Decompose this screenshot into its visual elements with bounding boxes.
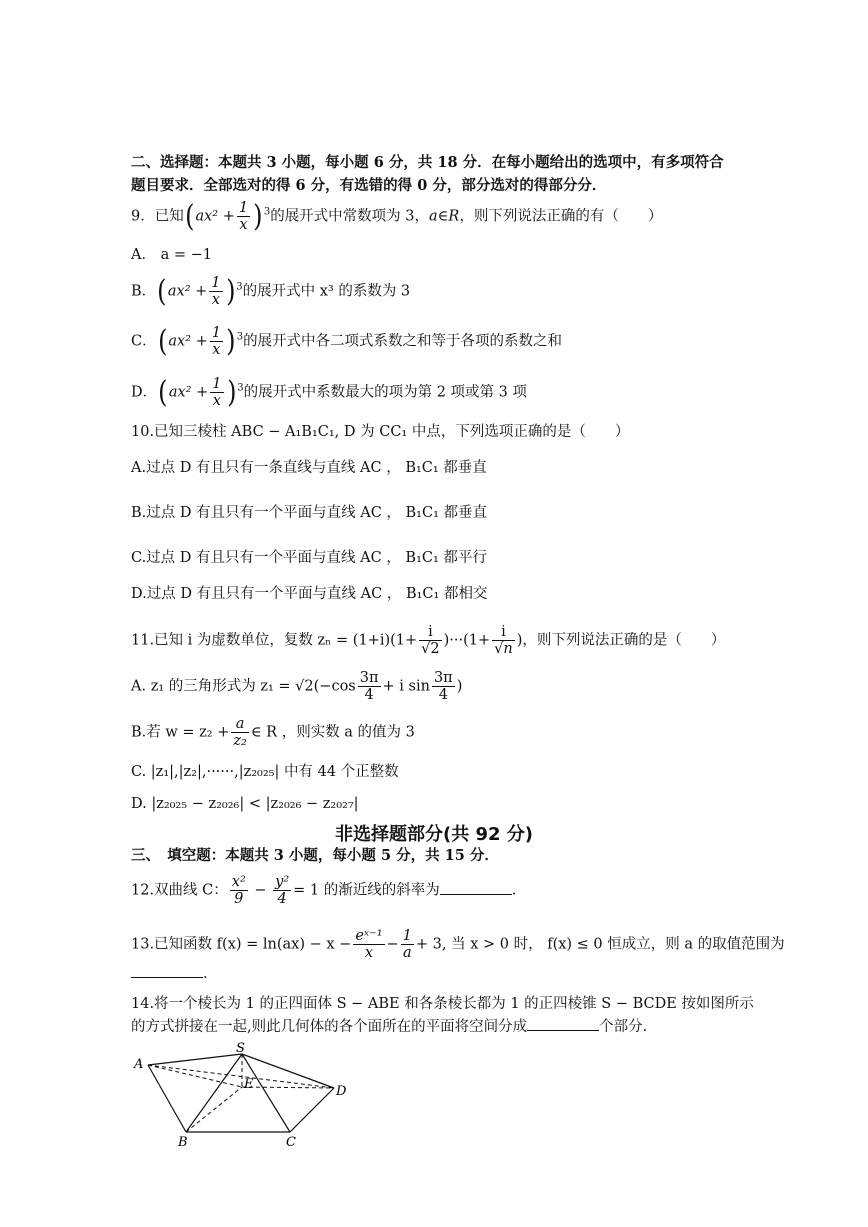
edge-AS — [148, 1054, 242, 1065]
q14-line2: 的方式拼接在一起,则此几何体的各个面所在的平面将空间分成 个部分. — [131, 1016, 647, 1037]
q10-option-d: D.过点 D 有且只有一个平面与直线 AC ， B₁C₁ 都相交 — [131, 586, 488, 602]
section3-header: 三、 填空题：本题共 3 小题，每小题 5 分，共 15 分． — [131, 847, 499, 864]
q11-option-a: A. z₁ 的三角形式为 z₁ = √2(−cos $\frac{3\pi}{4}$ + i sin $\frac{3\pi}{4}$ ) — [131, 670, 463, 703]
q9-option-c: C．(ax² + $\frac{1}{x}$ )$^3$的展开式中各二项式系数之和等于各项的系数之和 — [131, 323, 563, 359]
q9-option-a: A． a = −1 — [131, 247, 212, 263]
label-D: D — [336, 1084, 347, 1099]
part2-title: 非选择题部分(共 92 分) — [334, 824, 534, 845]
edge-SC — [242, 1054, 290, 1132]
q13-answer-blank[interactable] — [131, 963, 203, 978]
edge-AD — [148, 1065, 334, 1088]
q12-answer-blank[interactable] — [440, 880, 512, 895]
q11-option-d: D. |z₂₀₂₅ − z₂₀₂₆| < |z₂₀₂₆ − z₂₀₂₇| — [131, 796, 359, 812]
label-E: E — [244, 1077, 254, 1092]
q14-answer-blank[interactable] — [527, 1016, 599, 1031]
edge-AB — [148, 1065, 186, 1132]
q10-option-b: B.过点 D 有且只有一个平面与直线 AC ， B₁C₁ 都垂直 — [131, 505, 487, 521]
label-S: S — [236, 1041, 245, 1056]
label-C: C — [286, 1135, 296, 1150]
edge-AE — [148, 1065, 242, 1087]
edge-CD — [290, 1088, 334, 1132]
q14-line1: 14.将一个棱长为 1 的正四面体 S − ABE 和各条棱长都为 1 的正四棱锥 S − BCDE 按如图所示 — [131, 996, 754, 1012]
q9-option-b: B．(ax² + $\frac{1}{x}$ )$^3$的展开式中 x³ 的系数为 3 — [131, 273, 411, 309]
q11-stem: 11.已知 i 为虚数单位，复数 zₙ = (1+i)(1+ $\frac{i}{√2}$ )···(1+ $\frac{i}{√n}$ )，则下列说法正确的是（ ） — [131, 624, 726, 657]
section2-header-line1: 二、选择题：本题共 3 小题，每小题 6 分，共 18 分．在每小题给出的选项中，有多项符合 — [131, 154, 724, 171]
label-A: A — [134, 1057, 144, 1072]
label-B: B — [178, 1135, 188, 1150]
q12: 12.双曲线 C： $\frac{\text{x²}}{9}$ − $\frac{\text{y²}}{4}$ = 1 的渐近线的斜率为 . — [131, 874, 517, 907]
q10-option-a: A.过点 D 有且只有一条直线与直线 AC ， B₁C₁ 都垂直 — [131, 460, 487, 476]
edge-SD — [242, 1054, 334, 1088]
edge-SB — [186, 1054, 242, 1132]
q9-option-d: D．(ax² + $\frac{1}{x}$ )$^3$的展开式中系数最大的项为第 2 项或第 3 项 — [131, 374, 527, 410]
q11-option-c: C. |z₁|,|z₂|,······,|z₂₀₂₅| 中有 44 个正整数 — [131, 764, 399, 780]
geometry-figure — [130, 1040, 360, 1150]
q13-line1: 13.已知函数 f(x) = ln(ax) − x − $\frac{\text{eˣ⁻¹}}{x}$ − $\frac{1}{a}$ + 3, 当 x > 0 时， f(x) ≤ 0 恒成立，则 a 的取值范围为 — [131, 928, 785, 961]
q13-line2: . — [131, 963, 208, 984]
section2-header-line2: 题目要求．全部选对的得 6 分，有选错的得 0 分，部分选对的得部分分． — [131, 177, 607, 194]
q11-option-b: B.若 w = z₂ + $\frac{a}{\text{z₂}}$ ∈ R ，则实数 a 的值为 3 — [131, 716, 415, 749]
q10-stem: 10.已知三棱柱 ABC − A₁B₁C₁, D 为 CC₁ 中点，下列选项正确的是（ ） — [131, 424, 630, 440]
edge-ED — [242, 1087, 334, 1088]
q10-option-c: C.过点 D 有且只有一个平面与直线 AC ， B₁C₁ 都平行 — [131, 550, 487, 566]
q9-stem: 9．已知(ax² + $\frac{1}{x}$ )$^3$的展开式中常数项为 3，a∈R，则下列说法正确的有（ ） — [131, 198, 663, 234]
